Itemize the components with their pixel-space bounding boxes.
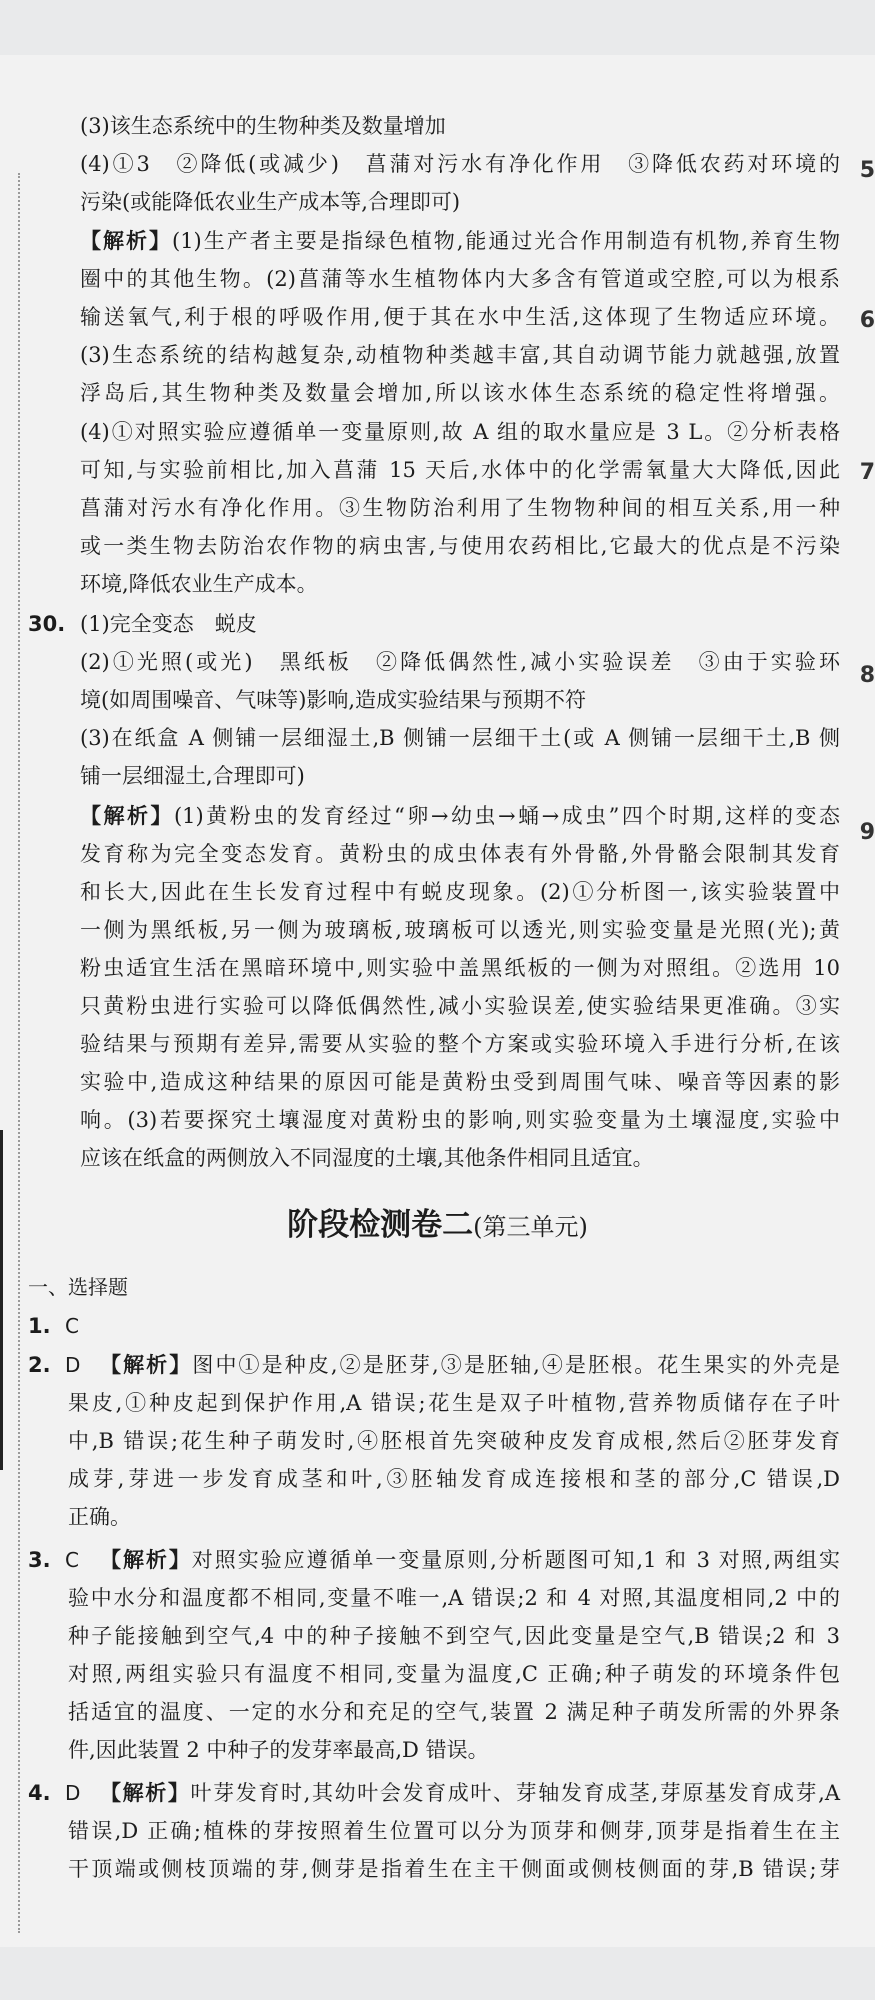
answer-line: (2)①光照(或光) 黑纸板 ②降低偶然性,减小实验误差 ③由于实验环 xyxy=(80,650,840,674)
question-number: 1. xyxy=(28,1314,51,1338)
answer-line: 境(如周围噪音、气味等)影响,造成实验结果与预期不符 xyxy=(80,688,587,712)
explanation-line: 圈中的其他生物。(2)菖蒲等水生植物体内大多含有管道或空腔,可以为根系 xyxy=(80,267,840,291)
explanation-line: 验结果与预期有差异,需要从实验的整个方案或实验环境入手进行分析,在该 xyxy=(80,1032,840,1056)
question-number: 3. xyxy=(28,1548,51,1572)
explanation-line: 一侧为黑纸板,另一侧为玻璃板,玻璃板可以透光,则实验变量是光照(光);黄 xyxy=(80,918,840,942)
facing-page-edge xyxy=(861,55,875,1947)
explanation-line: 件,因此装置 2 中种子的发芽率最高,D 错误。 xyxy=(68,1738,489,1762)
question-number: 4. xyxy=(28,1781,51,1805)
question-number: 2. xyxy=(28,1353,51,1377)
answer-line: 污染(或能降低农业生产成本等,合理即可) xyxy=(80,190,461,214)
explanation-line: 环境,降低农业生产成本。 xyxy=(80,572,318,596)
explanation-line: 菖蒲对污水有净化作用。③生物防治利用了生物物种间的相互关系,用一种 xyxy=(80,496,840,520)
explanation-line: 括适宜的温度、一定的水分和充足的空气,装置 2 满足种子萌发所需的外界条 xyxy=(68,1700,840,1724)
answer-choice: D xyxy=(65,1353,81,1377)
section-subtitle: (第三单元) xyxy=(473,1213,588,1241)
explanation-label: 【解析】 xyxy=(80,804,174,828)
answer-choice: C xyxy=(65,1548,79,1572)
explanation-line: 响。(3)若要探究土壤湿度对黄粉虫的影响,则实验变量为土壤湿度,实验中 xyxy=(80,1108,840,1132)
explanation-line: 和长大,因此在生长发育过程中有蜕皮现象。(2)①分析图一,该实验装置中 xyxy=(80,880,840,904)
explanation-line: 【解析】叶芽发育时,其幼叶会发育成叶、芽轴发育成茎,芽原基发育成芽,A xyxy=(100,1781,840,1805)
explanation-line: 种子能接触到空气,4 中的种子接触不到空气,因此变量是空气,B 错误;2 和 3 xyxy=(68,1624,840,1648)
section-title: 阶段检测卷二(第三单元) xyxy=(287,1207,588,1243)
answer-line: (3)在纸盒 A 侧铺一层细湿土,B 侧铺一层细干土(或 A 侧铺一层细干土,B 侧 xyxy=(80,726,840,750)
explanation-label: 【解析】 xyxy=(80,229,172,253)
edge-number: 5 xyxy=(859,158,875,183)
explanation-label: 【解析】 xyxy=(100,1781,191,1805)
binding-margin-bar xyxy=(0,1130,3,1470)
edge-number: 7 xyxy=(859,460,875,485)
explanation-label: 【解析】 xyxy=(100,1353,193,1377)
explanation-line: 对照,两组实验只有温度不相同,变量为温度,C 正确;种子萌发的环境条件包 xyxy=(68,1662,840,1686)
part-heading: 一、选择题 xyxy=(28,1275,128,1299)
explanation-line: 干顶端或侧枝顶端的芽,侧芽是指着生在主干侧面或侧枝侧面的芽,B 错误;芽 xyxy=(68,1857,840,1881)
explanation-line: 实验中,造成这种结果的原因可能是黄粉虫受到周围气味、噪音等因素的影 xyxy=(80,1070,840,1094)
answer-line: (1)完全变态 蜕皮 xyxy=(80,612,257,636)
explanation-line: 或一类生物去防治农作物的病虫害,与使用农药相比,它最大的优点是不污染 xyxy=(80,534,840,558)
explanation-line: 只黄粉虫进行实验可以降低偶然性,减小实验误差,使实验结果更准确。③实 xyxy=(80,994,840,1018)
explanation-label: 【解析】 xyxy=(100,1548,192,1572)
explanation-line: 果皮,①种皮起到保护作用,A 错误;花生是双子叶植物,营养物质储存在子叶 xyxy=(68,1391,840,1415)
explanation-line: 可知,与实验前相比,加入菖蒲 15 天后,水体中的化学需氧量大大降低,因此 xyxy=(80,458,840,482)
explanation-line: 应该在纸盒的两侧放入不同湿度的土壤,其他条件相同且适宜。 xyxy=(80,1146,654,1170)
explanation-line: 发育称为完全变态发育。黄粉虫的成虫体表有外骨骼,外骨骼会限制其发育 xyxy=(80,842,840,866)
edge-number: 9 xyxy=(859,820,875,845)
answer-line: (3)该生态系统中的生物种类及数量增加 xyxy=(80,114,446,138)
answer-choice: D xyxy=(65,1781,81,1805)
answer-line: (4)①3 ②降低(或减少) 菖蒲对污水有净化作用 ③降低农药对环境的 xyxy=(80,152,840,176)
explanation-line: (3)生态系统的结构越复杂,动植物种类越丰富,其自动调节能力就越强,放置 xyxy=(80,343,840,367)
binding-margin-line xyxy=(18,173,22,1933)
answer-choice: C xyxy=(65,1314,79,1338)
explanation-line: 输送氧气,利于根的呼吸作用,便于其在水中生活,这体现了生物适应环境。 xyxy=(80,305,840,329)
explanation-line: 【解析】(1)黄粉虫的发育经过“卵→幼虫→蛹→成虫”四个时期,这样的变态 xyxy=(80,804,840,828)
explanation-line: 中,B 错误;花生种子萌发时,④胚根首先突破种皮发育成根,然后②胚芽发育 xyxy=(68,1429,840,1453)
explanation-line: 粉虫适宜生活在黑暗环境中,则实验中盖黑纸板的一侧为对照组。②选用 10 xyxy=(80,956,840,980)
answer-line: 铺一层细湿土,合理即可) xyxy=(80,764,305,788)
explanation-line: 【解析】(1)生产者主要是指绿色植物,能通过光合作用制造有机物,养育生物 xyxy=(80,229,840,253)
explanation-line: 【解析】对照实验应遵循单一变量原则,分析题图可知,1 和 3 对照,两组实 xyxy=(100,1548,841,1572)
explanation-line: 正确。 xyxy=(68,1505,131,1529)
edge-number: 8 xyxy=(859,663,875,688)
explanation-line: 验中水分和温度都不相同,变量不唯一,A 错误;2 和 4 对照,其温度相同,2 中的 xyxy=(68,1586,840,1610)
explanation-line: 【解析】图中①是种皮,②是胚芽,③是胚轴,④是胚根。花生果实的外壳是 xyxy=(100,1353,841,1377)
explanation-line: 浮岛后,其生物种类及数量会增加,所以该水体生态系统的稳定性将增强。 xyxy=(80,381,840,405)
explanation-line: (4)①对照实验应遵循单一变量原则,故 A 组的取水量应是 3 L。②分析表格 xyxy=(80,420,840,444)
question-number: 30. xyxy=(28,612,66,636)
edge-number: 6 xyxy=(859,308,875,333)
explanation-line: 成芽,芽进一步发育成茎和叶,③胚轴发育成连接根和茎的部分,C 错误,D xyxy=(68,1467,840,1491)
explanation-line: 错误,D 正确;植株的芽按照着生位置可以分为顶芽和侧芽,顶芽是指着生在主 xyxy=(68,1819,840,1843)
document-page xyxy=(0,55,875,1947)
